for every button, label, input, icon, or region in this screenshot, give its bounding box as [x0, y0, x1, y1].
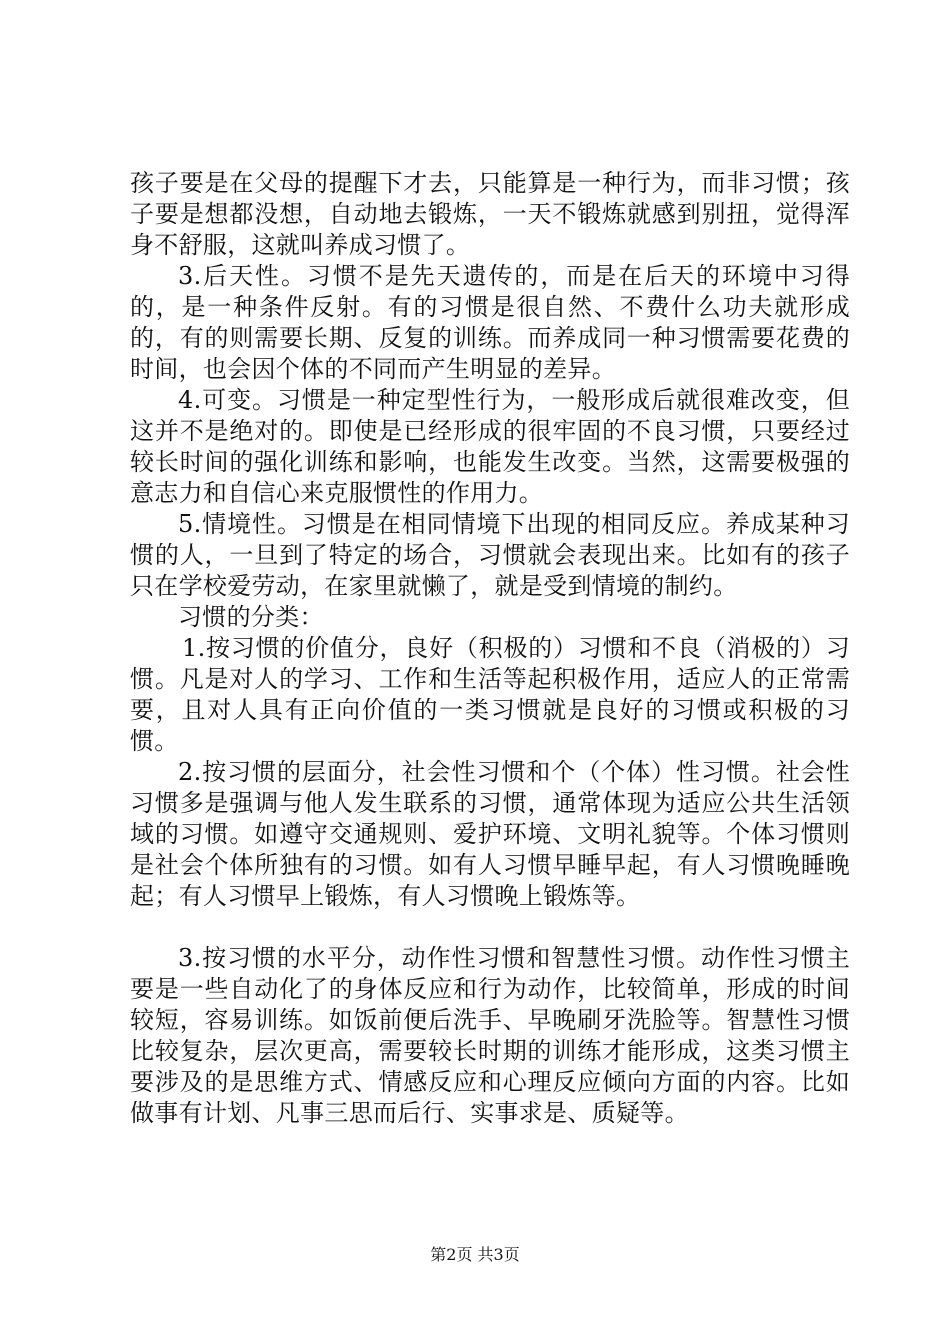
paragraph-acquired-nature: 3.后天性。习惯不是先天遗传的，而是在后天的环境中习得的，是一种条件反射。有的习惯是很自然、不费什么功夫就形成的，有的则需要长期、反复的训练。而养成同一种习惯需要花费的时间，也会因个体的不同而产生明显的差异。 — [130, 262, 850, 383]
paragraph-class-by-value: 1.按习惯的价值分，良好（积极的）习惯和不良（消极的）习惯。凡是对人的学习、工作和生活等起积极作用，适应人的正常需要，且对人具有正向价值的一类习惯就是良好的习惯或积极的习惯。 — [130, 634, 850, 755]
document-body — [130, 168, 850, 1129]
page-number-footer: 第2页 共3页 — [430, 1245, 520, 1264]
paragraph-changeability: 4.可变。习惯是一种定型性行为，一般形成后就很难改变，但这并不是绝对的。即使是已经形成的很牢固的不良习惯，只要经过较长时间的强化训练和影响，也能发生改变。当然，这需要极强的意志力和自信心来克服惯性的作用力。 — [130, 386, 850, 507]
paragraph-classification-heading: 习惯的分类： — [178, 603, 324, 631]
paragraph-situational: 5.情境性。习惯是在相同情境下出现的相同反应。养成某种习惯的人，一旦到了特定的场合，习惯就会表现出来。比如有的孩子只在学校爱劳动，在家里就懒了，就是受到情境的制约。 — [130, 510, 850, 600]
paragraph-class-by-level: 2.按习惯的层面分，社会性习惯和个（个体）性习惯。社会性习惯多是强调与他人发生联系的习惯，通常体现为适应公共生活领域的习惯。如遵守交通规则、爱护环境、文明礼貌等。个体习惯则是社会个体所独有的习惯。如有人习惯早睡早起，有人习惯晚睡晚起；有人习惯早上锻炼，有人习惯晚上锻炼等。 — [130, 758, 850, 910]
paragraph-class-by-proficiency: 3.按习惯的水平分，动作性习惯和智慧性习惯。动作性习惯主要是一些自动化了的身体反应和行为动作，比较简单，形成的时间较短，容易训练。如饭前便后洗手、早晚刷牙洗脸等。智慧性习惯比较复杂，层次更高，需要较长时期的训练才能形成，这类习惯主要涉及的是思维方式、情感反应和心理反应倾向方面的内容。比如做事有计划、凡事三思而后行、实事求是、质疑等。 — [130, 944, 850, 1127]
paragraph-continuation: 孩子要是在父母的提醒下才去，只能算是一种行为，而非习惯；孩子要是想都没想，自动地去锻炼，一天不锻炼就感到别扭，觉得浑身不舒服，这就叫养成习惯了。 — [130, 169, 850, 259]
